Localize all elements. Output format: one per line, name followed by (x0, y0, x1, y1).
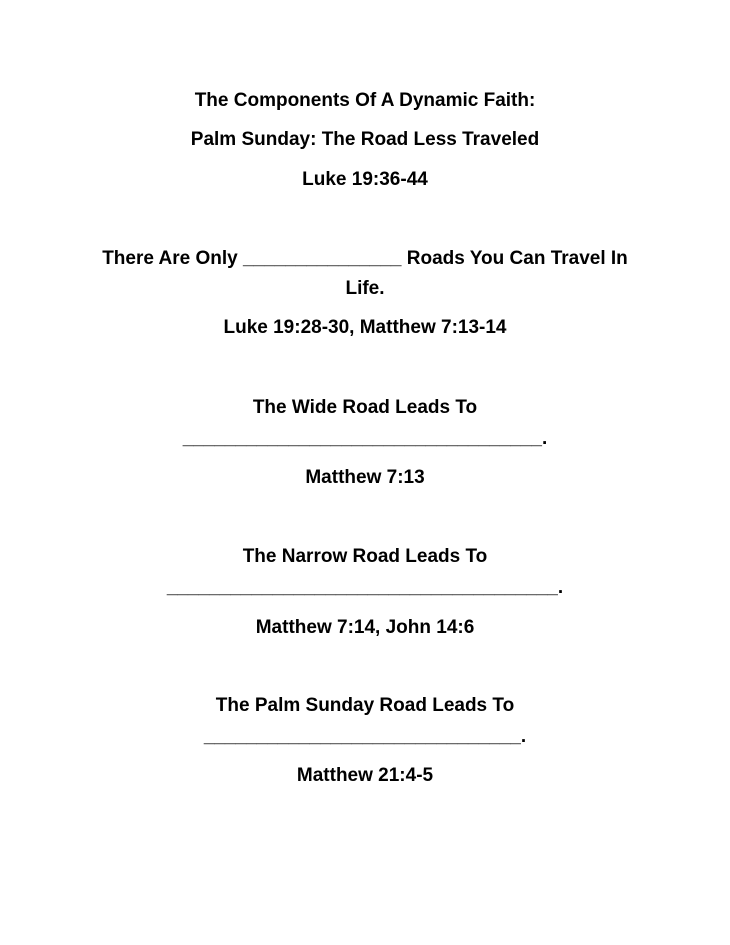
roads-statement-line-1: There Are Only _______________ Roads You Can Travel In (102, 248, 628, 269)
palm-sunday-road-blank: ______________________________. (203, 726, 527, 747)
palm-sunday-road-reference: Matthew 21:4-5 (296, 765, 434, 786)
narrow-road-heading: The Narrow Road Leads To (242, 546, 488, 567)
narrow-road-blank: _____________________________________. (166, 577, 564, 598)
roads-statement-line-2: Life. (345, 278, 385, 299)
wide-road-blank: __________________________________. (182, 428, 548, 449)
wide-road-heading: The Wide Road Leads To (252, 397, 478, 418)
page-title: The Components Of A Dynamic Faith: (194, 90, 536, 111)
page-subtitle: Palm Sunday: The Road Less Traveled (190, 129, 540, 150)
narrow-road-reference: Matthew 7:14, John 14:6 (255, 617, 475, 638)
scripture-reference: Luke 19:36-44 (302, 169, 428, 190)
wide-road-reference: Matthew 7:13 (305, 467, 425, 488)
roads-scripture-reference: Luke 19:28-30, Matthew 7:13-14 (223, 317, 507, 338)
palm-sunday-road-heading: The Palm Sunday Road Leads To (215, 695, 515, 716)
